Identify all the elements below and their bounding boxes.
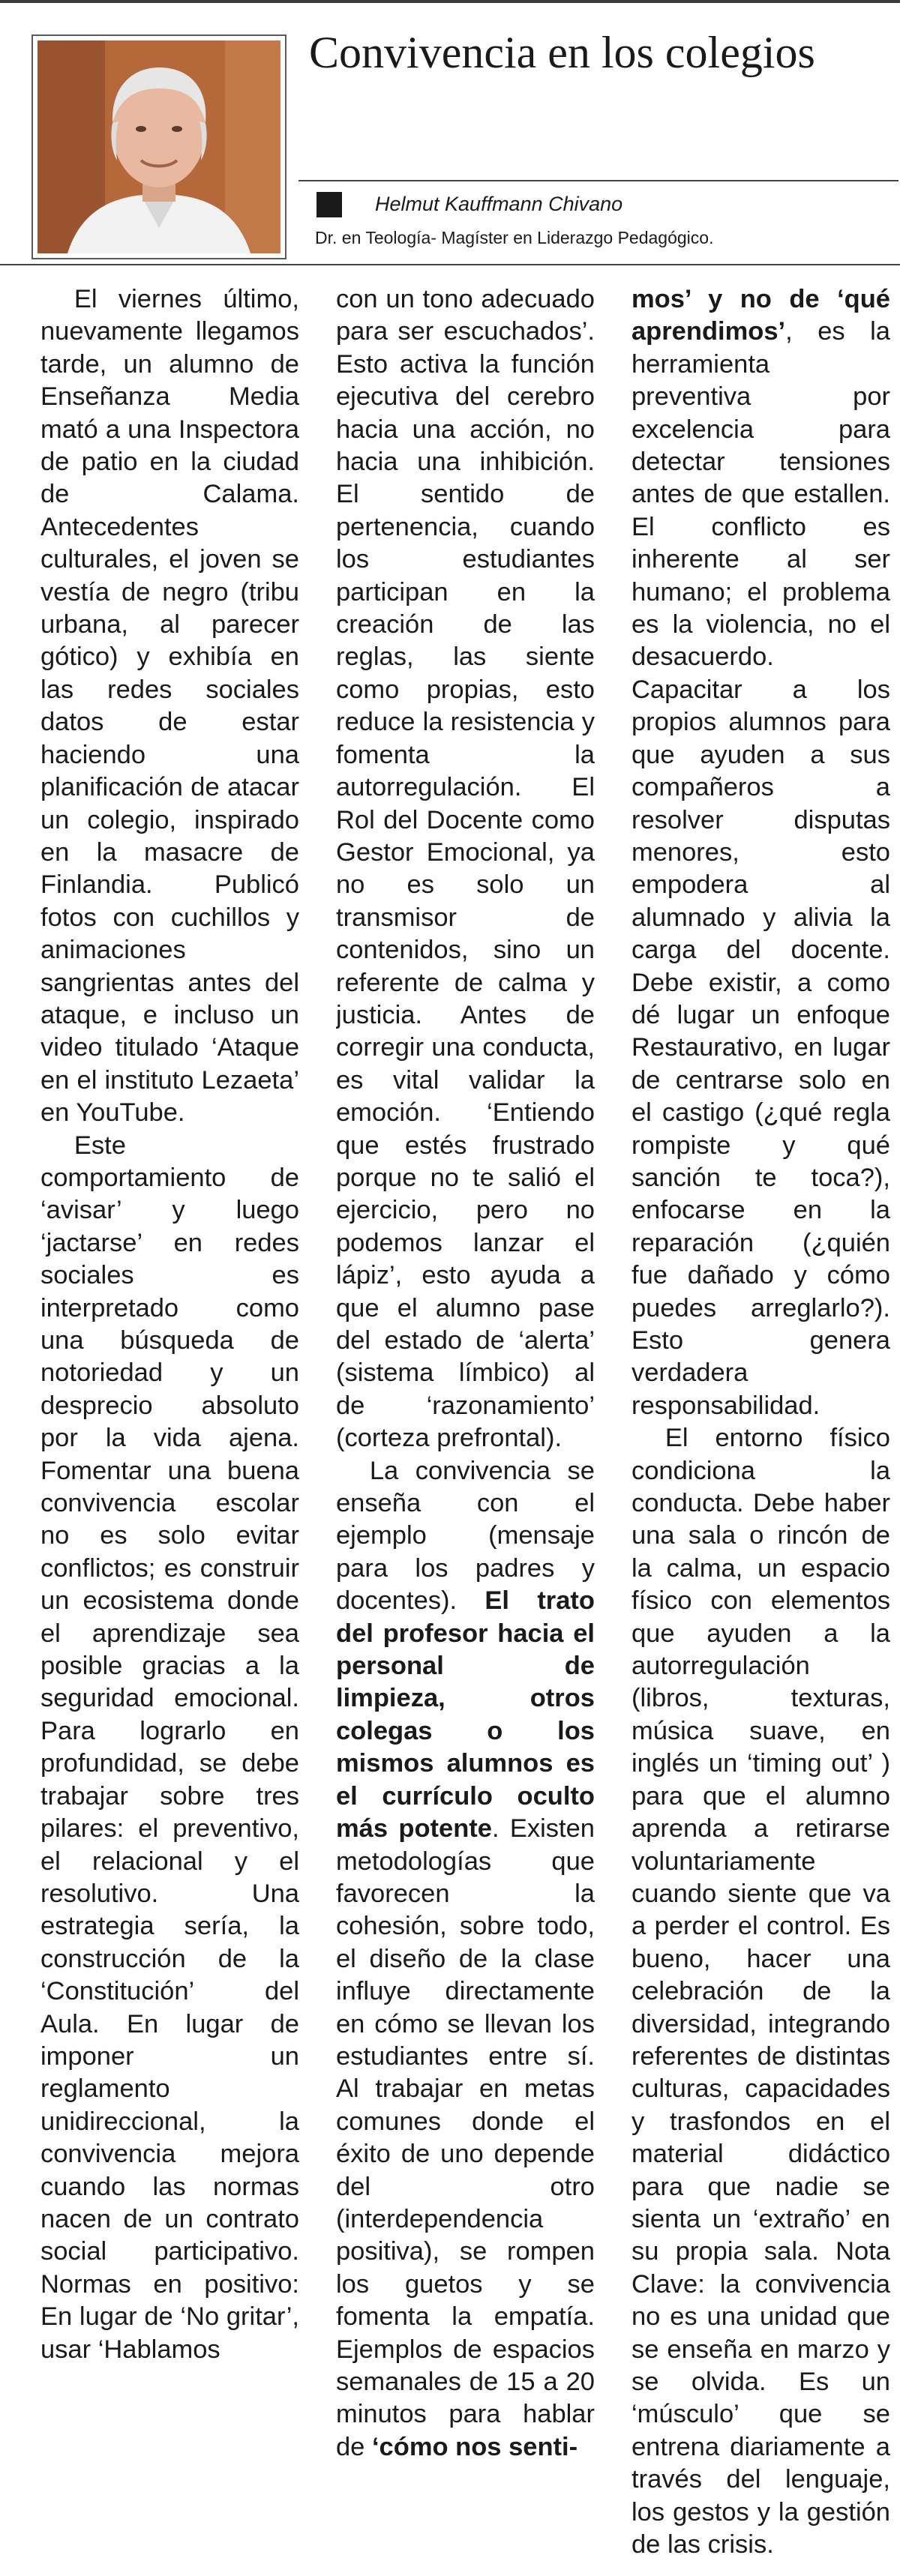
- article-column-1: [40, 283, 299, 2570]
- paragraph: El viernes último, nuevamente llegamos tarde, un alumno de Enseñanza Media mató a una Inspectora de patio en la ciudad de Calama. Antecedentes culturales, el joven se vestía de negro (tribu urbana, al parecer gótico) y exhibía en las redes sociales datos de estar haciendo una planificación de atacar un colegio, inspirado en la masacre de Finlandia. Publicó fotos con cuchillos y animaciones sangrientas antes del ataque, e incluso un video titulado ‘Ataque en el instituto Lezaeta’ en YouTube.: [40, 285, 299, 1128]
- author-credentials: Dr. en Teología- Magíster en Liderazgo Pedagógico.: [315, 228, 714, 247]
- bold-emphasis: El trato del profesor hacia el personal de limpieza, otros colegas o los mismos alumnos es el currículo oculto más potente: [336, 1586, 595, 1844]
- author-name: Helmut Kauffmann Chivano: [375, 193, 623, 215]
- bold-emphasis: mos’ y no de ‘qué aprendimos’: [632, 285, 890, 346]
- paragraph: [336, 1455, 595, 2464]
- article-column-3: [632, 283, 890, 2570]
- header-bottom-rule: [0, 264, 900, 265]
- article-column-2: [336, 283, 595, 2570]
- bold-emphasis: ‘cómo nos senti-: [371, 2432, 578, 2461]
- paragraph-text: . Existen metodologías que favorecen la cohesión, sobre todo, el diseño de la clase influye directamente en cómo se llevan los estudiantes entre sí. Al trabajar en metas comunes donde el éxito de uno depende del otro (interdependencia positiva), se rompen los guetos y se fomenta la empatía. Ejemplos de espacios semanales de 15 a 20 minutos para hablar de: [336, 1814, 595, 2461]
- paragraph-text: , es la herramienta preventiva por excelencia para detectar tensiones antes de que estallen. El conflicto es inherente al ser humano; el problema es la violencia, no el desacuerdo. Capacitar a los propios alumnos para que ayuden a sus compañeros a resolver disputas menores, esto empodera al alumnado y alivia la carga del docente. Debe existir, a como dé lugar un enfoque Restaurativo, en lugar de centrarse solo en el castigo (¿qué regla rompiste y qué sanción te toca?), enfocarse en la reparación (¿quién fue dañado y cómo puedes arreglarlo?). Esto genera verdadera responsabilidad.: [632, 317, 890, 1420]
- title-divider: [298, 180, 898, 181]
- paragraph: Este comportamiento de ‘avisar’ y luego ‘jactarse’ en redes sociales es interpretado como una búsqueda de notoriedad y un desprecio absoluto por la vida ajena. Fomentar una buena convivencia escolar no es solo evitar conflictos; es construir un ecosistema donde el aprendizaje sea posible gracias a la seguridad emocional. Para lograrlo en profundidad, se debe trabajar sobre tres pilares: el preventivo, el relacional y el resolutivo. Una estrategia sería, la construcción de la ‘Constitución’ del Aula. En lugar de imponer un reglamento unidireccional, la convivencia mejora cuando las normas nacen de un contrato social participativo. Normas en positivo: En lugar de ‘No gritar’, usar ‘Hablamos: [40, 1131, 299, 2364]
- author-photo: [32, 34, 286, 259]
- top-rule: [0, 0, 900, 3]
- paragraph: con un tono adecuado para ser escuchados’. Esto activa la función ejecutiva del cerebro hacia una acción, no hacia una inhibición. El sentido de pertenencia, cuando los estudiantes participan en la creación de las reglas, las siente como propias, esto reduce la resistencia y fomenta la autorregulación. El Rol del Docente como Gestor Emocional, ya no es solo un transmisor de contenidos, sino un referente de calma y justicia. Antes de corregir una conducta, es vital validar la emoción. ‘Entiendo que estés frustrado porque no te salió el ejercicio, pero no podemos lanzar el lápiz’, esto ayuda a que el alumno pase del estado de ‘alerta’ (sistema límbico) al de ‘razonamiento’ (corteza prefrontal).: [336, 285, 595, 1453]
- paragraph-text: La convivencia se enseña con el ejemplo (mensaje para los padres y docentes).: [336, 1456, 595, 1616]
- paragraph: El entorno físico condiciona la conducta. Debe haber una sala o rincón de la calma, un espacio físico con elementos que ayuden a la autorregulación (libros, texturas, música suave, en inglés un ‘timing out’ ) para que el alumno aprenda a retirarse voluntariamente cuando siente que va a perder el control. Es bueno, hacer una celebración de la diversidad, integrando referentes de distintas culturas, capacidades y trasfondos en el material didáctico para que nadie se sienta un ‘extraño’ en su propia sala. Nota Clave: la convivencia no es una unidad que se enseña en marzo y se olvida. Es un ‘músculo’ que se entrena diariamente a través del lenguaje, los gestos y la gestión de las crisis.: [632, 1424, 890, 2560]
- article-title: Convivencia en los colegios: [309, 28, 815, 77]
- paragraph: [632, 283, 890, 1422]
- author-portrait-icon: [38, 40, 280, 253]
- author-marker: [316, 192, 342, 217]
